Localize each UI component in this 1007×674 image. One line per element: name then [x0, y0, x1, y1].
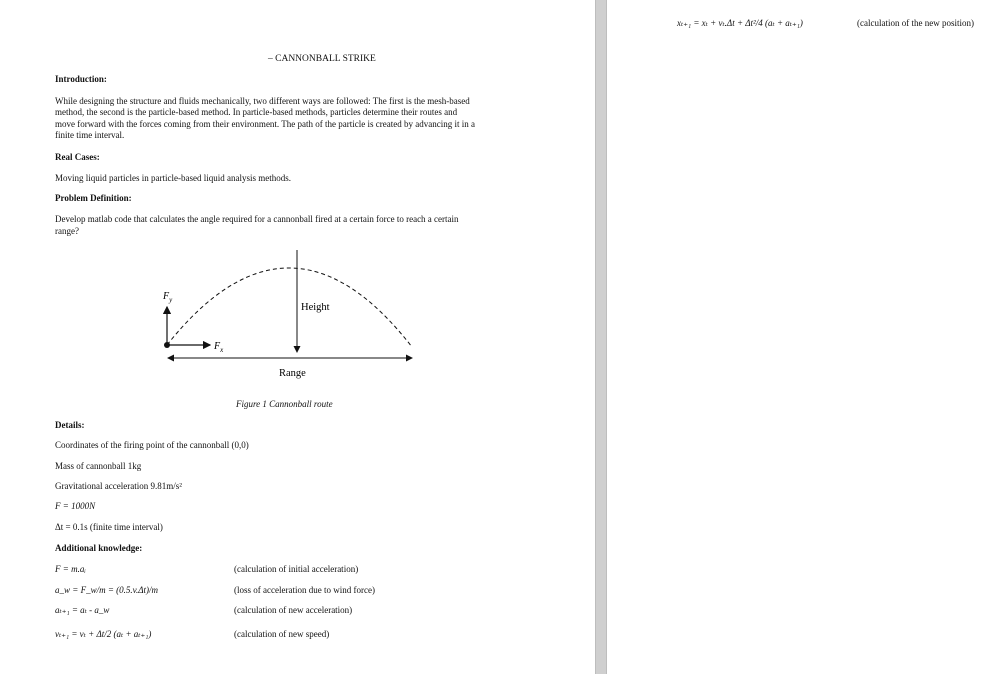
details-force: F = 1000N	[55, 501, 96, 511]
fy-label: $F_y$	[163, 291, 173, 304]
additional-knowledge-heading: Additional knowledge:	[55, 543, 143, 553]
real-cases-text: Moving liquid particles in particle-based liquid analysis methods.	[55, 173, 291, 183]
introduction-line-2: method, the second is the particle-based method. In particle-based methods, particles determine their routes and	[55, 107, 458, 117]
problem-definition-line-1: Develop matlab code that calculates the angle required for a cannonball fired at a certain force to reach a certain	[55, 214, 459, 224]
range-label: Range	[279, 368, 306, 379]
cannonball-dot	[164, 342, 170, 348]
introduction-heading: Introduction:	[55, 74, 107, 84]
details-gravity: Gravitational acceleration 9.81m/s²	[55, 481, 182, 491]
fx-label: $F_x$	[214, 341, 224, 354]
document-title: – CANNONBALL STRIKE	[268, 54, 376, 64]
height-label: Height	[301, 302, 330, 313]
equation-new-speed-desc: (calculation of new speed)	[234, 629, 330, 639]
introduction-line-3: move forward with the forces coming from their environment. The path of the particle is created by advancing it in a	[55, 119, 475, 129]
trajectory-dashed-curve	[167, 268, 412, 347]
details-heading: Details:	[55, 420, 85, 430]
details-mass: Mass of cannonball 1kg	[55, 461, 142, 471]
problem-definition-heading: Problem Definition:	[55, 193, 132, 203]
equation-new-position-desc: (calculation of the new position)	[857, 18, 974, 28]
figure-caption: Figure 1 Cannonball route	[236, 399, 333, 409]
real-cases-heading: Real Cases:	[55, 152, 100, 162]
details-coordinates: Coordinates of the firing point of the cannonball (0,0)	[55, 440, 249, 450]
document-page-right	[607, 0, 1007, 674]
page-divider	[595, 0, 607, 674]
introduction-line-1: While designing the structure and fluids mechanically, two different ways are followed: The first is the mesh-based	[55, 96, 470, 106]
equation-wind-loss-desc: (loss of acceleration due to wind force)	[234, 585, 375, 595]
details-interval: Δt = 0.1s (finite time interval)	[55, 522, 163, 532]
equation-initial-acceleration: F = m.aᵢ	[55, 564, 86, 574]
equation-new-acceleration-desc: (calculation of new acceleration)	[234, 605, 353, 615]
equation-new-speed: vₜ₊₁ = vₜ + Δt/2 (aₜ + aₜ₊₁)	[55, 629, 152, 639]
equation-wind-loss: a_w = F_w/m = (0.5.v.Δt)/m	[55, 585, 159, 595]
equation-initial-acceleration-desc: (calculation of initial acceleration)	[234, 564, 359, 574]
introduction-line-4: finite time interval.	[55, 130, 125, 140]
equation-new-acceleration: aₜ₊₁ = aₜ - a_w	[55, 605, 110, 615]
cannonball-route-figure	[150, 245, 440, 395]
problem-definition-line-2: range?	[55, 226, 79, 236]
equation-new-position: xₜ₊₁ = xₜ + vₜ.Δt + Δt²/4 (aₜ + aₜ₊₁)	[677, 18, 803, 28]
